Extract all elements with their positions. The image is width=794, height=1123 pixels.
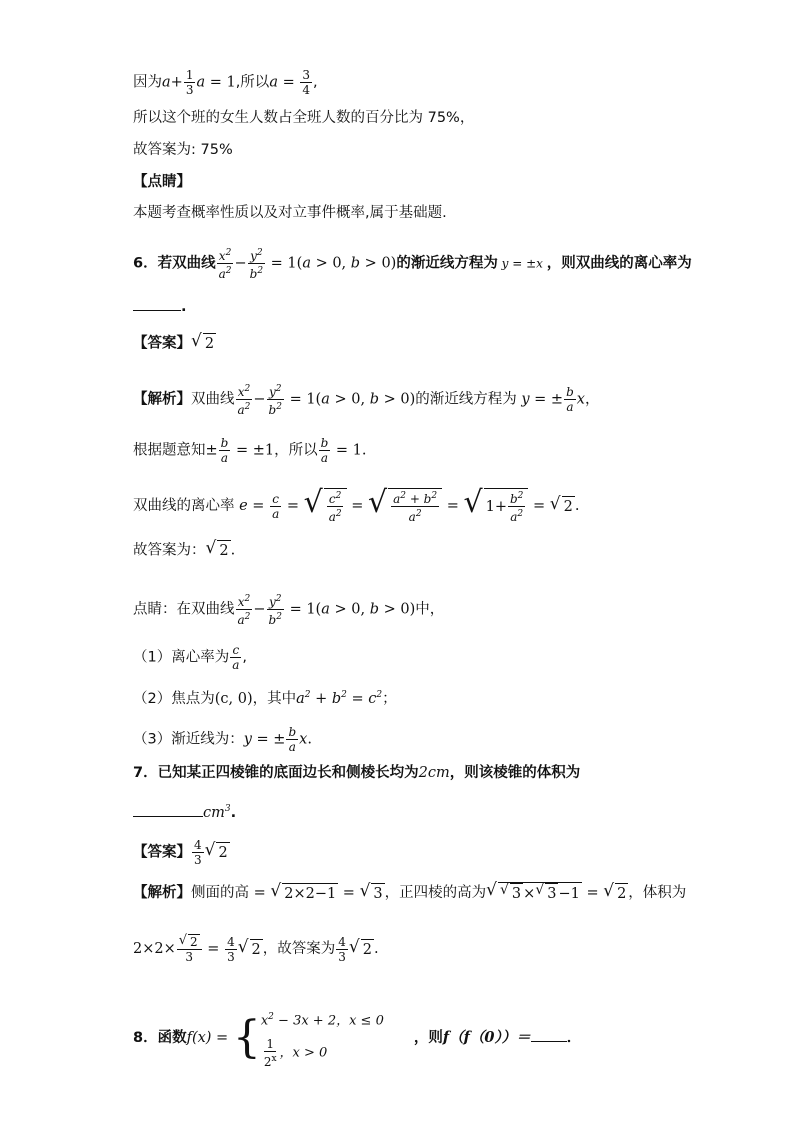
- analysis-6: 【解析】双曲线 $\frac{x^2}{a^2}$ − $\frac{y^2}{b^2}$ = 1(a > 0, b > 0)的渐近线方程为 y = ± $\frac{b}{a}$ x，: [133, 384, 600, 417]
- line-2: 所以这个班的女生人数占全班人数的百分比为 75%，: [133, 110, 475, 126]
- q6-blank-line: .: [133, 297, 187, 317]
- point-2: （2）焦点为(c, 0)，其中$a^2 + b^2 = c^2$；: [133, 690, 397, 707]
- line-guda-6: 故答案为： √ 2 .: [133, 538, 236, 559]
- question-6: 6．若双曲线 $\frac{x^2}{a^2}$ − $\frac{y^2}{b^2}$ = 1(a > 0, b > 0)的渐近线方程为 y = ±x ，则双曲线的离心率为: [133, 248, 692, 281]
- question-7: 7．已知某正四棱锥的底面边长和侧棱长均为2cm，则该棱锥的体积为: [133, 765, 581, 781]
- answer-6: 【答案】 √ 2: [133, 331, 215, 352]
- answer-7: 【答案】 $\frac{4}{3}$ √ 2: [133, 838, 228, 867]
- dianjing-label: 【点睛】: [133, 174, 191, 190]
- line-3: 故答案为: 75%: [133, 142, 233, 158]
- answer-blank: [531, 1041, 567, 1042]
- answer-blank: [133, 816, 203, 817]
- answer-blank: [133, 310, 181, 311]
- q7-blank-line: $cm^3$.: [133, 799, 236, 823]
- line-eccentricity: 双曲线的离心率 e = $\frac{c}{a}$ = √ $\frac{c^2}{a^2}$ = √ $\frac{a^2 + b^2}{a^2}$ = √ 1+ $\frac{b^2}{a^2}$ = √ 2 .: [133, 485, 580, 524]
- question-8: 8．函数f(x) = { $x^2 - 3x + 2$，x ≤ 0 $\frac{1}{2^x}$ ，x > 0 ，则f（f（0））＝ ．: [133, 1012, 582, 1070]
- line-1: 因为a+ $\frac{1}{3}$ a = 1,所以a = $\frac{3}{4}$ ,: [133, 68, 318, 97]
- point-1: （1）离心率为 $\frac{c}{a}$ ,: [133, 643, 247, 672]
- line-dianjing-6: 点睛：在双曲线 $\frac{x^2}{a^2}$ − $\frac{y^2}{b^2}$ = 1(a > 0, b > 0)中，: [133, 594, 445, 627]
- line-5: 本题考查概率性质以及对立事件概率,属于基础题.: [133, 205, 447, 221]
- analysis-7-line-2: 2×2× √ 2 3 = $\frac{4}{3}$ √ 2 ，故答案为 $\frac{4}{3}$ √ 2 .: [133, 933, 379, 964]
- line-genju: 根据题意知± $\frac{b}{a}$ = ±1，所以 $\frac{b}{a}$ = 1.: [133, 436, 367, 465]
- analysis-7-line-1: 【解析】侧面的高 = √ 2×2−1 = √ 3 ，正四棱的高为 √ √ 3 × √ 3 −1 = √ 2 ，体积为: [133, 880, 687, 902]
- point-3: （3）渐近线为：y = ± $\frac{b}{a}$ x.: [133, 725, 312, 754]
